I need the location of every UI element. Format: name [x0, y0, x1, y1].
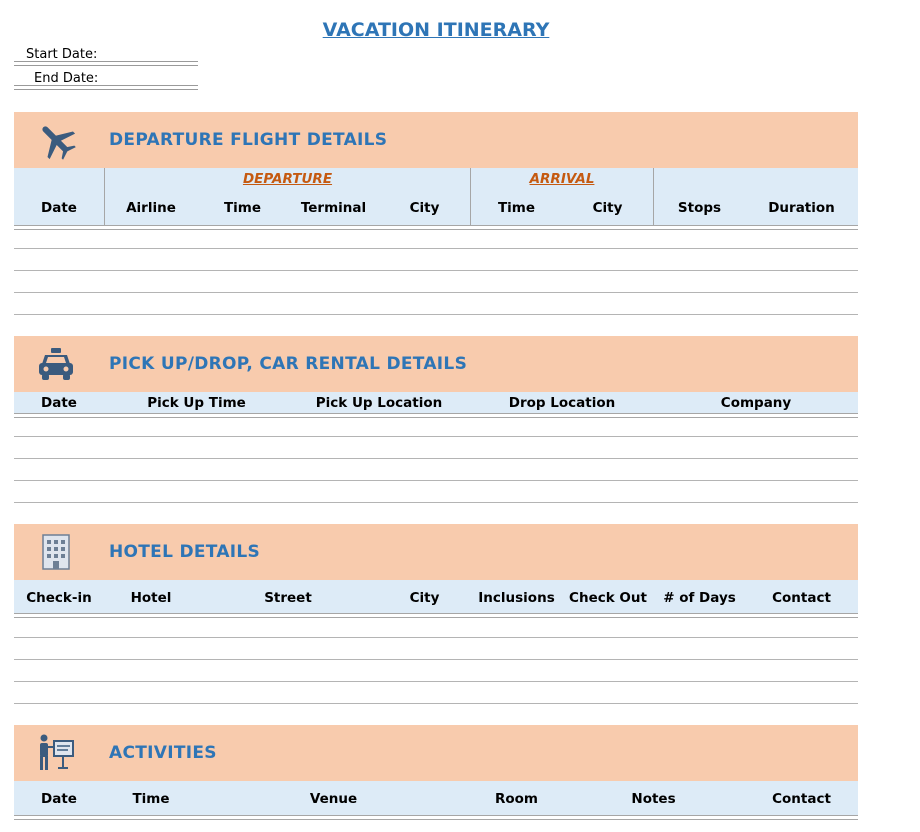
departure-column-header: [14, 168, 858, 225]
presentation-icon: [36, 733, 76, 773]
table-row[interactable]: [14, 703, 858, 704]
departure-section-header: [14, 112, 858, 168]
col-date: Date: [41, 200, 77, 216]
col-notes: Notes: [631, 791, 676, 807]
start-date-row: [14, 44, 198, 66]
col-num-days: # of Days: [663, 590, 736, 606]
table-row[interactable]: [14, 659, 858, 660]
col-arrival-city: City: [592, 200, 623, 216]
table-row[interactable]: [14, 292, 858, 293]
col-street: Street: [264, 590, 312, 606]
col-time: Time: [132, 791, 170, 807]
col-arrival-time: Time: [497, 200, 536, 216]
col-pickup-location: Pick Up Location: [315, 395, 443, 411]
col-terminal: Terminal: [300, 200, 367, 216]
table-row[interactable]: [14, 681, 858, 682]
col-room: Room: [494, 791, 538, 807]
taxi-icon: [36, 344, 76, 384]
activities-section-title: ACTIVITIES: [109, 743, 217, 763]
col-checkin: Check-in: [26, 590, 92, 606]
col-contact: Contact: [772, 590, 831, 606]
activities-header-border: [14, 815, 858, 820]
car-column-header: [14, 392, 858, 413]
table-row[interactable]: [14, 314, 858, 315]
hotel-column-header: [14, 580, 858, 613]
end-date-field[interactable]: [14, 85, 198, 90]
hotel-section-title: HOTEL DETAILS: [109, 542, 261, 562]
table-row[interactable]: [14, 270, 858, 271]
departure-group-label: DEPARTURE: [242, 171, 333, 187]
table-row[interactable]: [14, 502, 858, 503]
hotel-header-border: [14, 613, 858, 618]
table-row[interactable]: [14, 436, 858, 437]
activities-section-header: [14, 725, 858, 781]
col-departure-time: Time: [223, 200, 262, 216]
car-section-header: [14, 336, 858, 392]
col-duration: Duration: [768, 200, 835, 216]
start-date-label: Start Date:: [26, 47, 98, 62]
col-contact: Contact: [772, 791, 831, 807]
table-row[interactable]: [14, 248, 858, 249]
col-date: Date: [41, 395, 77, 411]
table-row[interactable]: [14, 637, 858, 638]
airplane-icon: [36, 120, 76, 160]
col-drop-location: Drop Location: [508, 395, 616, 411]
col-departure-city: City: [409, 200, 440, 216]
col-stops: Stops: [677, 200, 722, 216]
col-venue: Venue: [309, 791, 358, 807]
activities-column-header: [14, 781, 858, 815]
end-date-label: End Date:: [34, 71, 99, 86]
table-row[interactable]: [14, 458, 858, 459]
car-header-border: [14, 413, 858, 418]
table-row[interactable]: [14, 480, 858, 481]
col-airline: Airline: [126, 200, 176, 216]
hotel-icon: [36, 532, 76, 572]
car-section-title: PICK UP/DROP, CAR RENTAL DETAILS: [109, 354, 468, 374]
start-date-field[interactable]: [14, 61, 198, 66]
col-date: Date: [41, 791, 77, 807]
col-hotel: Hotel: [130, 590, 172, 606]
departure-section-title: DEPARTURE FLIGHT DETAILS: [109, 130, 388, 150]
col-company: Company: [720, 395, 792, 411]
col-checkout: Check Out: [569, 590, 647, 606]
departure-header-border: [14, 225, 858, 230]
page-title: VACATION ITINERARY: [322, 19, 550, 41]
col-inclusions: Inclusions: [478, 590, 555, 606]
arrival-group-label: ARRIVAL: [529, 171, 595, 187]
end-date-row: [14, 68, 198, 90]
col-city: City: [409, 590, 440, 606]
hotel-section-header: [14, 524, 858, 580]
col-pickup-time: Pick Up Time: [147, 395, 246, 411]
